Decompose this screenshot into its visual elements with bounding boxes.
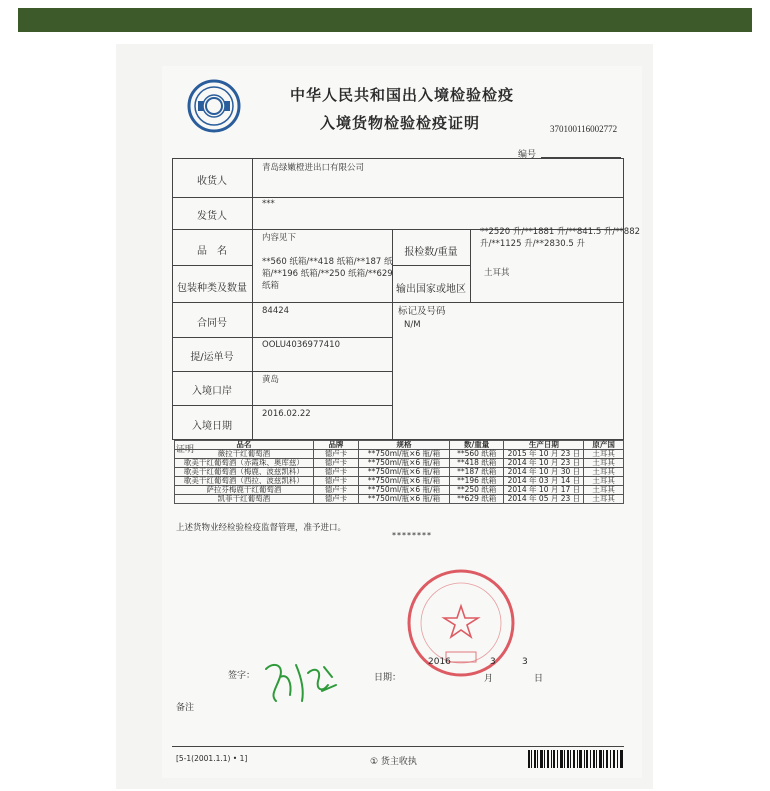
goods-cell: 德卢卡 xyxy=(313,450,358,459)
goods-cell: 土耳其 xyxy=(584,459,624,468)
top-banner-bar xyxy=(18,8,752,32)
barcode-icon xyxy=(528,750,624,772)
contract-label: 合同号 xyxy=(197,318,227,329)
goods-cell: **560 纸箱 xyxy=(449,450,503,459)
goods-cell: **196 纸箱 xyxy=(449,477,503,486)
goods-name-label: 品 名 xyxy=(197,246,227,257)
column-divider xyxy=(252,158,253,440)
approval-statement: 上述货物业经检验检疫监督管理，准予进口。 xyxy=(176,523,347,533)
row-divider xyxy=(392,265,470,266)
handwritten-signature xyxy=(262,655,342,705)
goods-cell: 2015 年 10 月 23 日 xyxy=(504,450,584,459)
goods-table xyxy=(174,440,624,504)
marks-label: 标记及号码 xyxy=(398,306,446,317)
goods-cell: 歌美干红葡萄酒（赤霞珠、奥库兹） xyxy=(175,459,314,468)
remarks-divider xyxy=(172,746,624,747)
consignee-label: 收货人 xyxy=(197,176,227,187)
row-divider xyxy=(172,302,624,303)
goods-header-cell: 生产日期 xyxy=(504,441,584,450)
goods-cell: **418 纸箱 xyxy=(449,459,503,468)
goods-name-value: 内容见下 xyxy=(262,233,297,243)
goods-cell: **250 纸箱 xyxy=(449,486,503,495)
goods-cell: 歌美干红葡萄酒（西拉、波兹凯科） xyxy=(175,477,314,486)
goods-cell: **187 纸箱 xyxy=(449,468,503,477)
day-unit: 日 xyxy=(534,674,544,684)
quantity-value-line2: 升/**1125 升/**2830.5 升 xyxy=(480,239,586,249)
marks-value: N/M xyxy=(404,320,421,330)
consignor-label: 发货人 xyxy=(197,211,227,222)
document-subtitle: 入境货物检验检疫证明 xyxy=(320,114,481,132)
goods-cell: 德卢卡 xyxy=(313,468,358,477)
quantity-label: 报检数/重量 xyxy=(404,247,458,258)
proof-label: 证明 xyxy=(176,445,195,455)
package-value-line2: 箱/**196 纸箱/**250 纸箱/**629 xyxy=(262,269,393,279)
goods-cell: **750ml/瓶×6 瓶/箱 xyxy=(359,468,450,477)
goods-cell: 萨拉芬梅鹿干红葡萄酒 xyxy=(175,486,314,495)
column-divider xyxy=(470,229,471,302)
bill-label: 提/运单号 xyxy=(190,352,234,363)
remarks-label: 备注 xyxy=(176,703,195,713)
quantity-value-line1: **2520 升/**1881 升/**841.5 升/**882 xyxy=(480,227,641,237)
goods-cell: 土耳其 xyxy=(584,468,624,477)
serial-label: 编号 xyxy=(518,150,537,160)
date-year: 2016 xyxy=(428,657,451,667)
form-code: [5-1(2001.1.1) • 1] xyxy=(176,754,248,763)
consignee-value: 青岛绿嫩橙进出口有限公司 xyxy=(262,163,365,173)
month-unit: 月 xyxy=(484,674,494,684)
goods-cell: **750ml/瓶×6 瓶/箱 xyxy=(359,486,450,495)
row-divider xyxy=(172,197,624,198)
goods-cell: 2014 年 10 月 23 日 xyxy=(504,459,584,468)
info-table-frame xyxy=(172,158,624,440)
goods-cell: 德卢卡 xyxy=(313,495,358,504)
date-month: 3 xyxy=(490,657,496,667)
goods-cell: 2014 年 10 月 30 日 xyxy=(504,468,584,477)
goods-cell: 2014 年 03 月 14 日 xyxy=(504,477,584,486)
copy-label: ① 货主收执 xyxy=(370,757,417,767)
consignor-value: *** xyxy=(262,199,275,209)
table-row xyxy=(175,495,624,504)
goods-cell: 薇拉干红葡萄酒 xyxy=(175,450,314,459)
goods-cell: 土耳其 xyxy=(584,477,624,486)
bill-value: OOLU4036977410 xyxy=(262,340,340,350)
goods-header-cell: 数/重量 xyxy=(449,441,503,450)
date-label: 日期： xyxy=(374,673,402,683)
goods-cell: 土耳其 xyxy=(584,495,624,504)
contract-value: 84424 xyxy=(262,306,290,316)
ciq-logo-icon xyxy=(186,78,242,134)
goods-cell: 土耳其 xyxy=(584,486,624,495)
goods-cell: 德卢卡 xyxy=(313,459,358,468)
goods-cell: **750ml/瓶×6 瓶/箱 xyxy=(359,495,450,504)
port-label: 入境口岸 xyxy=(192,386,232,397)
top-banner xyxy=(0,0,770,40)
goods-cell: 德卢卡 xyxy=(313,486,358,495)
certificate-number: 370100116002772 xyxy=(550,124,618,134)
origin-value: 土耳其 xyxy=(484,268,510,278)
package-label: 包装种类及数量 xyxy=(177,283,247,294)
goods-cell: **750ml/瓶×6 瓶/箱 xyxy=(359,450,450,459)
goods-cell: 凯菲干红葡萄酒 xyxy=(175,495,314,504)
package-value-line1: **560 纸箱/**418 纸箱/**187 纸 xyxy=(262,257,393,267)
row-divider xyxy=(172,405,392,406)
goods-header-cell: 规格 xyxy=(359,441,450,450)
goods-cell: 土耳其 xyxy=(584,450,624,459)
goods-header-cell: 品名 xyxy=(175,441,314,450)
port-value: 黄岛 xyxy=(262,375,280,385)
goods-cell: **750ml/瓶×6 瓶/箱 xyxy=(359,477,450,486)
entry-date-value: 2016.02.22 xyxy=(262,409,311,419)
package-value-line3: 纸箱 xyxy=(262,281,280,291)
origin-label: 输出国家或地区 xyxy=(396,284,466,295)
entry-date-label: 入境日期 xyxy=(192,421,232,432)
signature-label: 签字： xyxy=(228,671,256,681)
document-title: 中华人民共和国出入境检验检疫 xyxy=(290,86,515,104)
goods-header-cell: 原产国 xyxy=(584,441,624,450)
row-divider xyxy=(172,265,252,266)
goods-cell: **629 纸箱 xyxy=(449,495,503,504)
goods-cell: **750ml/瓶×6 瓶/箱 xyxy=(359,459,450,468)
goods-cell: 德卢卡 xyxy=(313,477,358,486)
terminator-stars: ******** xyxy=(392,531,432,540)
goods-header-cell: 品牌 xyxy=(313,441,358,450)
row-divider xyxy=(172,337,392,338)
goods-cell: 歌美干红葡萄酒（梅鹿、波兹凯科） xyxy=(175,468,314,477)
official-seal-icon xyxy=(406,568,516,678)
goods-cell: 2014 年 10 月 17 日 xyxy=(504,486,584,495)
row-divider xyxy=(172,371,392,372)
goods-cell: 2014 年 05 月 23 日 xyxy=(504,495,584,504)
date-day: 3 xyxy=(522,657,528,667)
